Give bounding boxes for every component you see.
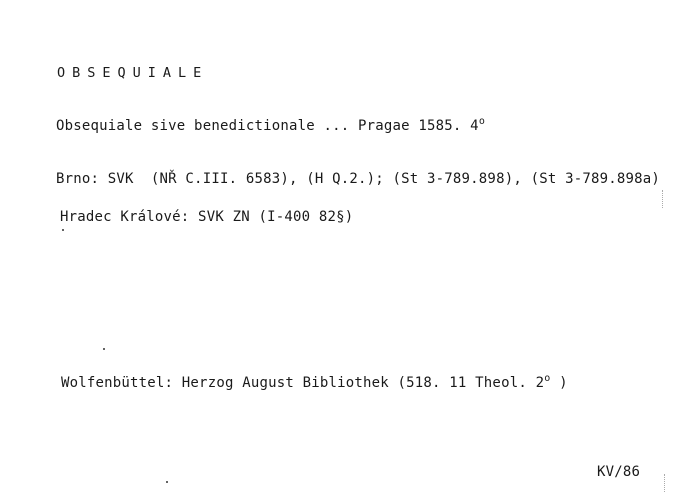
format-superscript: o xyxy=(478,116,486,127)
wolfenbuettel-close: ) xyxy=(550,375,568,391)
wolfenbuettel-format-superscript: o xyxy=(544,373,551,384)
card-heading: OBSEQUIALE xyxy=(57,65,209,81)
edge-mark xyxy=(662,190,667,208)
ink-speck xyxy=(103,348,105,350)
wolfenbuettel-text: Wolfenbüttel: Herzog August Bibliothek (518. 11 Theol. 2 xyxy=(61,375,545,391)
holding-brno: Brno: SVK (NŘ C.III. 6583), (H Q.2.); (St 3-789.898), (St 3-789.898a) xyxy=(56,171,661,187)
title-text: Obsequiale sive benedictionale ... Pragae 1585. 4 xyxy=(56,118,479,134)
holding-wolfenbuettel xyxy=(61,374,568,392)
title-entry xyxy=(56,117,485,135)
ink-speck xyxy=(62,229,64,231)
ink-speck xyxy=(166,481,168,483)
holding-hradec: Hradec Králové: SVK ZN (I-400 82§) xyxy=(60,209,354,225)
edge-mark xyxy=(664,474,669,492)
shelfmark: KV/86 xyxy=(597,464,641,480)
